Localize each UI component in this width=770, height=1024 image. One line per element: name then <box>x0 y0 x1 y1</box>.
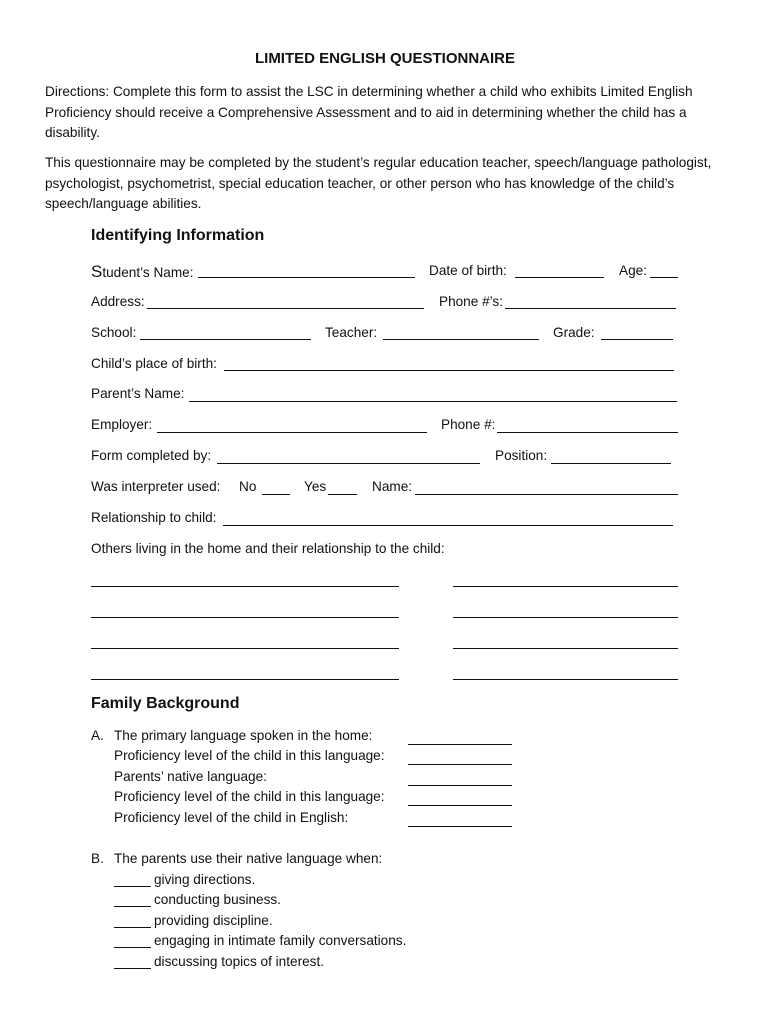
section-b-intro: The parents use their native language when: <box>114 851 383 866</box>
b-item-label: conducting business. <box>154 892 281 907</box>
a-item-label: Proficiency level of the child in English: <box>114 810 349 825</box>
others-right-line[interactable] <box>453 586 678 587</box>
birthplace-label: Child’s place of birth: <box>91 356 217 371</box>
dob-field[interactable] <box>515 277 604 278</box>
intro-text: This questionnaire may be completed by the student’s regular education teacher, speech/language pathologist, psychologist, psychometrist, special education teacher, or other person who has knowledge of the child’s speech/language abilities. <box>45 155 712 211</box>
b-item-field[interactable] <box>114 947 151 948</box>
others-left-line[interactable] <box>91 679 399 680</box>
others-left-line[interactable] <box>91 648 399 649</box>
a-item-field[interactable] <box>408 785 512 786</box>
grade-field[interactable] <box>601 339 673 340</box>
interpreter-no-field[interactable] <box>262 494 290 495</box>
phones-field[interactable] <box>505 308 676 309</box>
directions-text: Directions: Complete this form to assist the LSC in determining whether a child who exhibits Limited English Proficiency should receive a Comprehensive Assessment and to aid in determining whether the child has a disability. <box>45 84 693 140</box>
school-label: School: <box>91 325 137 340</box>
parent-name-field[interactable] <box>189 401 677 402</box>
section-a-marker: A. <box>91 728 104 743</box>
b-item-field[interactable] <box>114 886 151 887</box>
interpreter-yes-label: Yes <box>304 479 327 494</box>
birthplace-field[interactable] <box>224 370 674 371</box>
b-item-field[interactable] <box>114 906 151 907</box>
dob-label: Date of birth: <box>429 263 507 278</box>
phone-field[interactable] <box>497 432 678 433</box>
teacher-label: Teacher: <box>325 325 378 340</box>
a-item-label: Proficiency level of the child in this language: <box>114 789 385 804</box>
relationship-label: Relationship to child: <box>91 510 217 525</box>
school-field[interactable] <box>140 339 311 340</box>
interpreter-name-field[interactable] <box>415 494 678 495</box>
a-item-field[interactable] <box>408 764 512 765</box>
student-name-field[interactable] <box>198 277 415 278</box>
employer-field[interactable] <box>157 432 427 433</box>
parent-name-label: Parent’s Name: <box>91 386 185 401</box>
phones-label: Phone #’s: <box>439 294 503 309</box>
completed-by-label: Form completed by: <box>91 448 212 463</box>
address-label: Address: <box>91 294 145 309</box>
b-item-label: giving directions. <box>154 872 256 887</box>
age-field[interactable] <box>650 277 678 278</box>
interpreter-yes-field[interactable] <box>328 494 357 495</box>
family-heading: Family Background <box>91 695 240 712</box>
others-right-line[interactable] <box>453 679 678 680</box>
b-item-label: discussing topics of interest. <box>154 954 325 969</box>
phone-label: Phone #: <box>441 417 496 432</box>
a-item-label: The primary language spoken in the home: <box>114 728 373 743</box>
b-item-field[interactable] <box>114 927 151 928</box>
employer-label: Employer: <box>91 417 153 432</box>
student-name-label-rest: tudent’s Name: <box>102 265 194 280</box>
a-item-label: Proficiency level of the child in this language: <box>114 748 385 763</box>
others-right-line[interactable] <box>453 617 678 618</box>
completed-by-field[interactable] <box>217 463 480 464</box>
others-left-line[interactable] <box>91 617 399 618</box>
relationship-field[interactable] <box>223 525 673 526</box>
address-field[interactable] <box>147 308 424 309</box>
identifying-heading: Identifying Information <box>91 227 265 244</box>
interpreter-no-label: No <box>239 479 257 494</box>
form-title: LIMITED ENGLISH QUESTIONNAIRE <box>254 50 515 67</box>
a-item-field[interactable] <box>408 744 512 745</box>
others-label: Others living in the home and their relationship to the child: <box>91 541 445 556</box>
interpreter-label: Was interpreter used: <box>91 479 221 494</box>
a-item-field[interactable] <box>408 826 512 827</box>
a-item-label: Parents’ native language: <box>114 769 267 784</box>
grade-label: Grade: <box>553 325 595 340</box>
student-name-initial: S <box>91 262 103 281</box>
b-item-label: providing discipline. <box>154 913 273 928</box>
others-left-line[interactable] <box>91 586 399 587</box>
student-name-label <box>91 262 194 282</box>
age-label: Age: <box>619 263 647 278</box>
section-b-marker: B. <box>91 851 104 866</box>
b-item-field[interactable] <box>114 968 151 969</box>
position-label: Position: <box>495 448 548 463</box>
teacher-field[interactable] <box>383 339 539 340</box>
interpreter-name-label: Name: <box>372 479 413 494</box>
b-item-label: engaging in intimate family conversations. <box>154 933 407 948</box>
others-right-line[interactable] <box>453 648 678 649</box>
position-field[interactable] <box>551 463 671 464</box>
a-item-field[interactable] <box>408 805 512 806</box>
